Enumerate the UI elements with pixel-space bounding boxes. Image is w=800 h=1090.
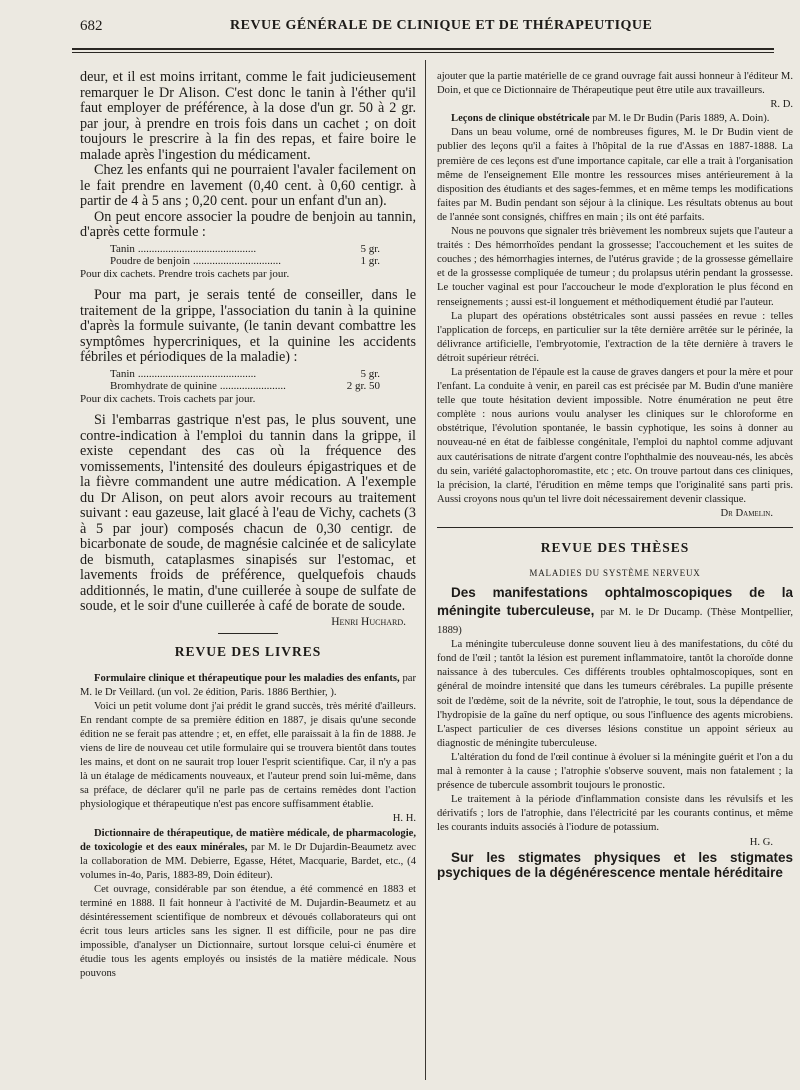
book-meta: par M. le Dr Veillard. (un vol. 2e édition, Paris. 1886 Berthier, ).	[80, 672, 416, 698]
column-divider	[425, 60, 426, 1080]
section-rule	[437, 527, 793, 532]
paragraph: La présentation de l'épaule est la cause de graves dangers et pour la mère et pour l'enfant. La conduite à venir, en pareil cas est précisée par M. Budin d'une manière telle que toute hésitation devient impossible. Notre énumération ne peut être complète : nous aurions voulu analyser les cliniques sur le chloroforme en obstétrique, l'évolution spontanée, le bassin cyphotique, les soins à donner au nouveau-né en état de faiblesse congénitale, l'emploi du naphtol comme adjuvant aux cautérisations de nitrate d'argent contre l'ophthalmie des nouveau-nés, les abcès du sein, variété galactophoromastite, etc ; etc. On trouve partout dans ces cliniques, la précision, la clarté, l'érudition en même temps que l'originalité sans parti pris. Aussi croyons nous qu'un tel livre doit nécessairement devenir classique.	[437, 366, 793, 505]
left-column	[80, 70, 416, 1085]
ingredient-dose: 2 gr. 50	[346, 380, 380, 392]
formula-note: Pour dix cachets. Trois cachets par jour.	[80, 392, 256, 405]
paragraph: L'altération du fond de l'œil continue à évoluer si la méningite guérit et l'on a du mal à remonter à la cause ; l'atrophie s'observe souvent, mais non fatalement ; la présence de tubercule assombrit toujours le pronostic.	[437, 751, 793, 792]
dot-leader: ...........................................	[137, 367, 257, 380]
ingredient-name: Tanin	[110, 367, 135, 380]
book-meta: par M. le Dr Dujardin-Beaumetz avec la collaboration de MM. Debierre, Egasse, Hétet, Macquarie, Bardet, etc., (4 volumes in-4o, Paris, 1883-89, Doin éditeur).	[80, 841, 416, 881]
book-meta: par M. le Dr Budin (Paris 1889, A. Doin).	[592, 113, 770, 125]
prescription-formula	[80, 367, 416, 406]
paragraph: On peut encore associer la poudre de benjoin au tannin, d'après cette formule :	[80, 208, 416, 240]
dot-leader: ........................	[219, 380, 286, 392]
formula-row	[110, 255, 380, 268]
thesis-heading	[437, 584, 793, 638]
book-title: Formulaire clinique et thérapeutique pour les maladies des enfants,	[94, 672, 400, 684]
paragraph: ajouter que la partie matérielle de ce grand ouvrage fait aussi honneur à l'éditeur M. Doin, et que ce Dictionnaire de Thérapeutique peut être utile aux travailleurs.	[437, 71, 793, 97]
running-title: REVUE GÉNÉRALE DE CLINIQUE ET DE THÉRAPEUTIQUE	[230, 18, 653, 33]
subsection-title: MALADIES DU SYSTÈME NERVEUX	[529, 568, 701, 578]
paragraph: Nous ne pouvons que signaler très brièvement les nombreux sujets que l'auteur a traités : Des hémorrhoïdes pendant la grossesse; l'accouchement et les suites de couches ; des hémorrhagies internes, de l'utérus gravide ; de la grossesse gémellaire et de la grossesse compliquée de tumeur ; du prolapsus utérin pendant la grossesse. Le toucher vaginal est pour l'accoucheur le mode d'exploration le plus fécond en renseignements ; aussi est-il longuement et méthodiquement étudié par l'auteur.	[437, 226, 793, 308]
header-rule	[72, 48, 774, 50]
paragraph: Chez les enfants qui ne pourraient l'avaler facilement on le fait prendre en lavement (0,40 cent. à 0,60 centigr. à partir de 4 à 5 ans ; 0,20 cent. pour un enfant d'un an).	[80, 162, 416, 209]
thesis-title: Sur les stigmates physiques et les stigmates psychiques de la dégénérescence mentale héréditaire	[437, 849, 793, 880]
dot-leader: ...........................................	[137, 242, 257, 255]
section-title-books: REVUE DES LIVRES	[174, 643, 322, 659]
right-column	[437, 70, 793, 1085]
ingredient-name: Bromhydrate de quinine	[110, 380, 217, 392]
author-signature: Dr Damelin.	[720, 507, 773, 519]
section-rule	[218, 633, 278, 634]
ingredient-name: Tanin	[110, 242, 135, 255]
reviewer-initials: H. H.	[392, 813, 416, 825]
paragraph: Cet ouvrage, considérable par son étendue, a été commencé en 1883 et terminé en 1888. Il fait honneur à l'activité de M. Dujardin-Beaumetz et au désintéressement scientifique de nombreux et dévoués collaborateurs qui ont écrit tous leurs articles sans les signer. Il est difficile, pour ne pas dire impossible, d'analyser un Dictionnaire, surtout lorsque celui-ci énumère et étudie tous les agents employés ou insistés de la matière médicale. Nous pouvons	[80, 883, 416, 980]
paragraph: Pour ma part, je serais tenté de conseiller, dans le traitement de la grippe, l'association du tanin à la quinine d'après la formule suivante, (le tanin devant combattre les symptômes hypercriniques, et la quinine les accidents fébriles et périodiques de la maladie) :	[80, 287, 416, 365]
formula-row	[110, 368, 380, 381]
paragraph: Le traitement à la période d'inflammation consiste dans les révulsifs et les dérivatifs ; lors de l'atrophie, dans l'électricité par les courants continus, et même les courants induits associés à l'iodure de potassium.	[437, 794, 793, 834]
prescription-formula	[80, 242, 416, 281]
thesis-title: Des manifestations ophtalmoscopiques de la méningite tuberculeuse,	[437, 585, 793, 618]
book-title: Dictionnaire de thérapeutique, de matière médicale, de pharmacologie, de toxicologie et des eaux minérales,	[80, 827, 416, 853]
ingredient-name: Poudre de benjoin	[110, 255, 191, 267]
reviewer-initials: R. D.	[770, 99, 793, 111]
author-signature: Henri Huchard.	[331, 615, 406, 628]
header-rule-thin	[72, 52, 774, 53]
paragraph: Si l'embarras gastrique n'est pas, le plus souvent, une contre-indication à l'emploi du tannin dans la grippe, il existe cependant des cas où la fréquence des vomissements, l'intensité des douleurs épigastriques et de la fièvre commandent une autre médication. A l'exemple du Dr Alison, on peut alors avoir recours au traitement suivant : eau gazeuse, lait glacé à l'eau de Vichy, cachets (3 à 5 par jour) composés chacun de 0,30 centigr. de bicarbonate de soude, de magnésie calcinée et de salicylate de bismuth, cataplasmes sinapisés sur l'estomac, et lavements froids de préférence, quelquefois chauds additionnés, le matin, d'une cuillerée à soupe de sulfate de soude, et le soir d'une cuillerée à café de borate de soude.	[80, 412, 416, 614]
formula-note: Pour dix cachets. Prendre trois cachets par jour.	[80, 267, 290, 280]
book-review	[80, 827, 416, 883]
formula-row	[110, 380, 380, 393]
paragraph: La méningite tuberculeuse donne souvent lieu à des manifestations, du côté du fond de l'œil ; tantôt la lésion est purement inflammatoire, tantôt la choroïde donne naissance à des tubercules. Ces différents troubles ophtalmoscopiques, sont en général de moindre intensité que dans les tumeurs cérébrales. La pupille présente soit de l'œdème, soit de la névrite, soit de l'atrophie, le tout, sous la dépendance de l'hydropisie de la gaîne du nerf optique, ou sous l'influence des agents microbiens. L'aspect particulier de ces diverses lésions constitue un appoint sérieux au diagnostic de méningite tuberculeuse.	[437, 639, 793, 749]
formula-row	[110, 243, 380, 256]
dot-leader: ................................	[193, 255, 282, 267]
paragraph: deur, et il est moins irritant, comme le fait judicieusement remarquer le Dr Alison. C'est donc le tanin à l'éther qu'il faut employer de préférence, à la dose d'un gr. 50 à 2 gr. par jour, à prendre en trois fois dans un cachet ; on doit toujours le prescrire à la fin des repas, et faire boire le malade après l'ingestion du médicament.	[80, 70, 416, 163]
ingredient-dose: 5 gr.	[360, 242, 380, 255]
paragraph: Voici un petit volume dont j'ai prédit le grand succès, très mérité d'ailleurs. En rendant compte de sa première édition en 1887, je disais qu'une seconde édition ne se ferait pas attendre ; et, en effet, elle paraissait à la fin de 1888. Je viens de lire de nouveau cet utile formulaire qui se trouvera bientôt dans toutes les mains, et dont on ne saurait trop louer l'esprit scientifique. Car, il n'y a pas là un étalage de médicaments nouveaux, et l'auteur prend soin lui-même, dans sa préface, de déclarer qu'il ne parle pas de certains remèdes dont l'action physiologique et thérapeutique n'est pas encore suffisamment établie.	[80, 700, 416, 811]
book-review	[437, 112, 793, 126]
book-title: Leçons de clinique obstétricale	[451, 113, 590, 125]
page-header	[80, 18, 770, 38]
section-title-theses: REVUE DES THÈSES	[540, 540, 690, 555]
ingredient-dose: 5 gr.	[360, 367, 380, 380]
reviewer-initials: H. G.	[749, 836, 773, 848]
paragraph: Dans un beau volume, orné de nombreuses figures, M. le Dr Budin vient de publier des leçons qu'il a faites à l'hôpital de la rue d'Assas en 1887-1888. La première de ces leçons est d'une importance capitale, car elle a trait à l'organisation même de l'enseignement Elle montre les ressources mises antérieurement à la disposition des étudiants et des sages-femmes, et en même temps les modifications faites par M. Budin pendant son séjour à la clinique. Les résultats obtenus au bout de l'année sont consignés, chiffres en main ; ils ont été parfaits.	[437, 127, 793, 223]
thesis-meta: par M. le Dr Ducamp. (Thèse Montpellier, 1889)	[437, 607, 793, 637]
ingredient-dose: 1 gr.	[360, 255, 380, 267]
paragraph: La plupart des opérations obstétricales sont aussi passées en revue : telles l'application de forceps, en particulier sur la tête dernière arrêtée sur le périnée, la délivrance artificielle, l'embryotomie, l'extraction de la tête dernière à travers le détroit supérieur rétréci.	[437, 310, 793, 364]
book-review	[80, 672, 416, 700]
page-number: 682	[80, 18, 103, 34]
